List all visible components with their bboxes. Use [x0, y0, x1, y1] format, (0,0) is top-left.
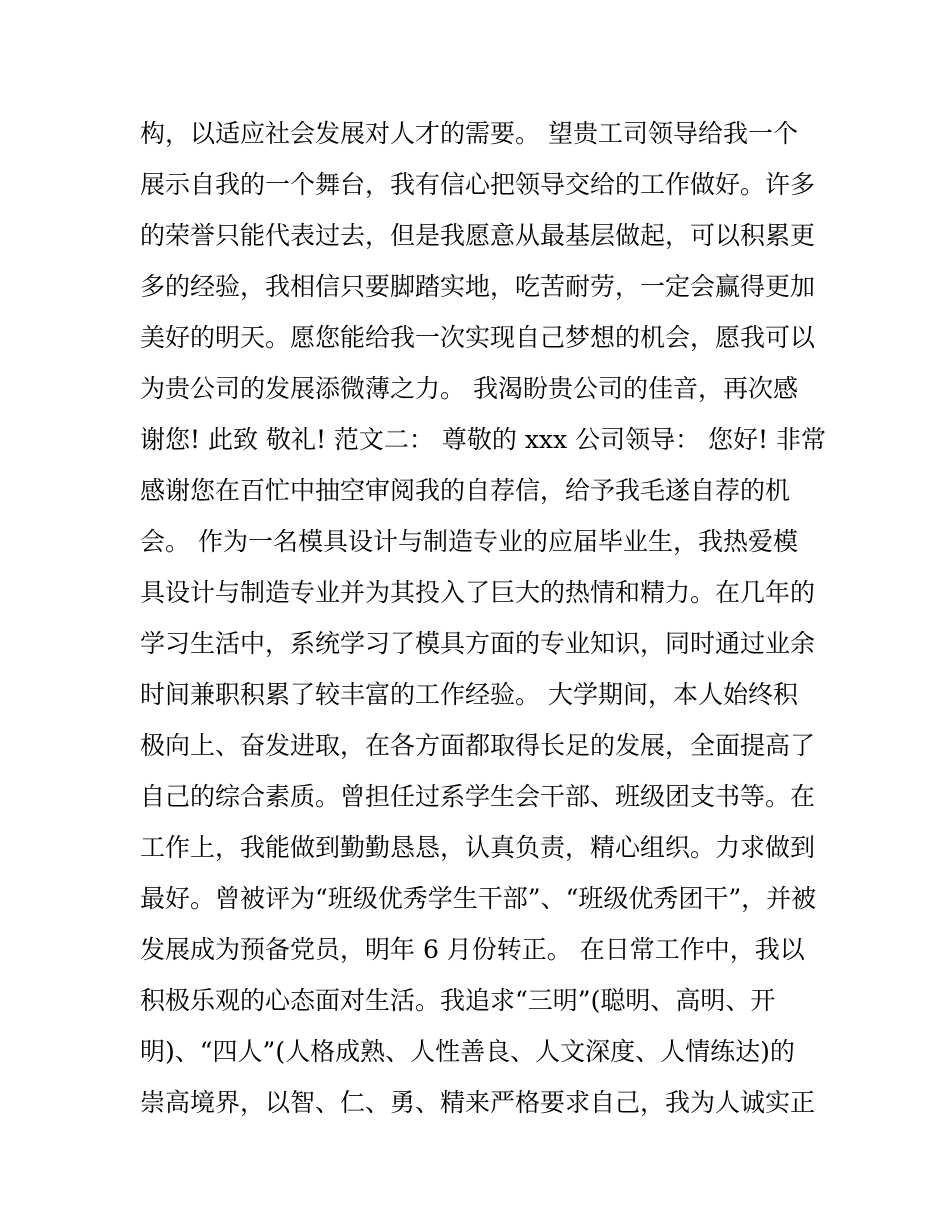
text-line-14: 自己的综合素质。曾担任过系学生会干部、班级团支书等。在: [140, 782, 816, 811]
text-line-10: 具设计与制造专业并为其投入了巨大的热情和精力。在几年的: [140, 578, 816, 607]
text-line-5: 美好的明天。愿您能给我一次实现自己梦想的机会，愿我可以: [140, 323, 816, 352]
text-line-15: 工作上，我能做到勤勤恳恳，认真负责，精心组织。力求做到: [140, 833, 816, 862]
text-line-4: 多的经验，我相信只要脚踏实地，吃苦耐劳，一定会赢得更加: [140, 272, 816, 301]
text-line-1: 构，以适应社会发展对人才的需要。 望贵工司领导给我一个: [140, 119, 798, 148]
text-line-8: 感谢您在百忙中抽空审阅我的自荐信，给予我毛遂自荐的机: [140, 476, 791, 505]
text-line-17: 发展成为预备党员，明年 6 月份转正。 在日常工作中，我以: [140, 935, 805, 964]
text-line-20: 崇高境界，以智、仁、勇、精来严格要求自己，我为人诚实正: [140, 1088, 816, 1117]
text-line-11: 学习生活中，系统学习了模具方面的专业知识，同时通过业余: [140, 629, 816, 658]
text-line-6: 为贵公司的发展添微薄之力。 我渴盼贵公司的佳音，再次感: [140, 374, 798, 403]
text-line-12: 时间兼职积累了较丰富的工作经验。 大学期间，本人始终积: [140, 680, 798, 709]
text-line-7: 谢您! 此致 敬礼! 范文二： 尊敬的 xxx 公司领导： 您好! 非常: [140, 425, 827, 454]
text-line-18: 积极乐观的心态面对生活。我追求“三明”(聪明、高明、开: [140, 986, 776, 1015]
body-text: [140, 108, 827, 1128]
text-line-16: 最好。曾被评为“班级优秀学生干部”、“班级优秀团干”，并被: [140, 884, 817, 913]
text-line-13: 极向上、奋发进取，在各方面都取得长足的发展，全面提高了: [140, 731, 816, 760]
text-line-2: 展示自我的一个舞台，我有信心把领导交给的工作做好。许多: [140, 170, 816, 199]
text-line-9: 会。 作为一名模具设计与制造专业的应届毕业生，我热爱模: [140, 527, 798, 556]
text-line-19: 明)、“四人”(人格成熟、人性善良、人文深度、人情练达)的: [140, 1037, 795, 1066]
text-line-3: 的荣誉只能代表过去，但是我愿意从最基层做起，可以积累更: [140, 221, 816, 250]
